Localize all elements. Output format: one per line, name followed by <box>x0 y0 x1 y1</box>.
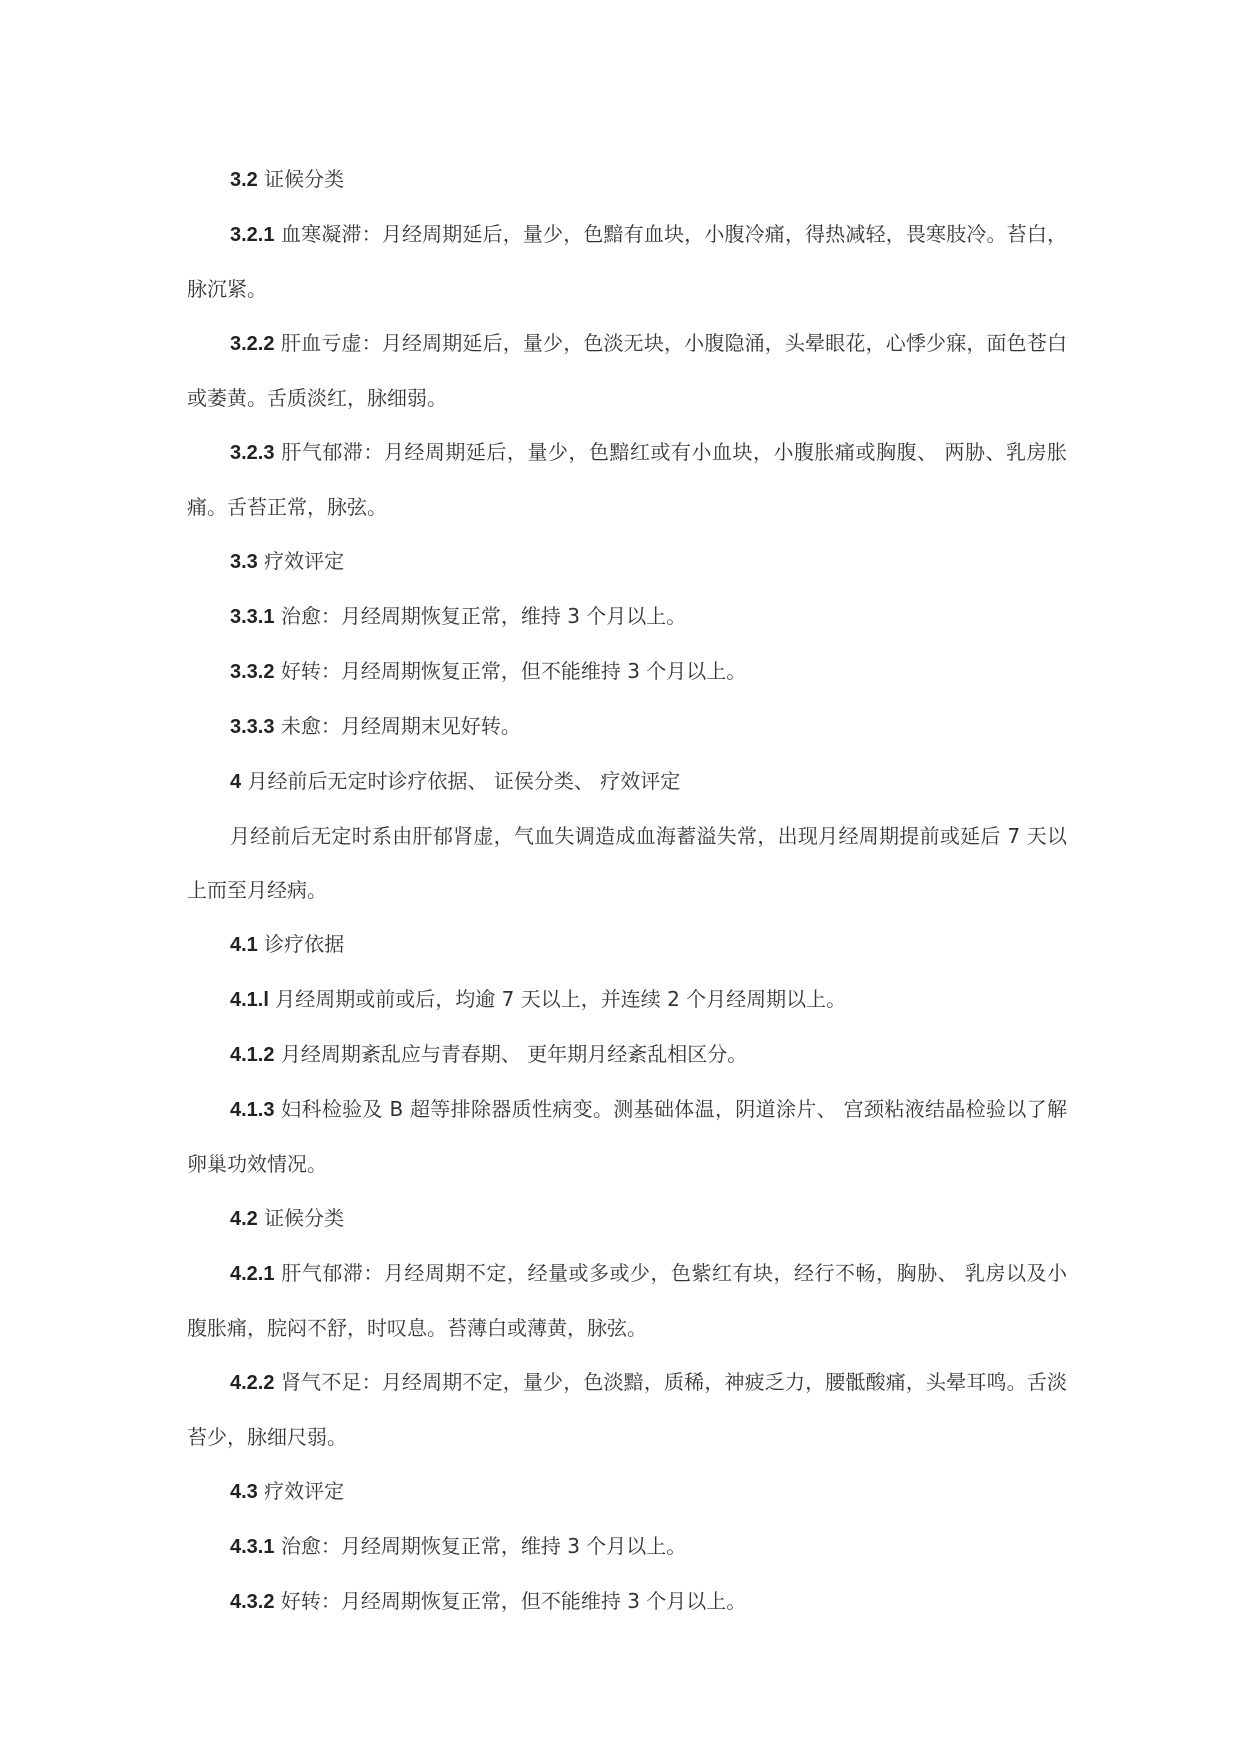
document-body <box>187 152 1067 1629</box>
paragraph-3-2-3: 3.2.3 肝气郁滞：月经周期延后，量少，色黯红或有小血块，小腹胀痛或胸腹、 两胁、乳房胀痛。舌苔正常，脉弦。 <box>187 440 1067 519</box>
section-heading-4-3: 4.3 疗效评定 <box>230 1479 345 1503</box>
paragraph-4-intro: 月经前后无定时系由肝郁肾虚，气血失调造成血海蓄溢失常，出现月经周期提前或延后 7 天以上而至月经病。 <box>187 824 1067 902</box>
paragraph-4-2-1: 4.2.1 肝气郁滞：月经周期不定，经量或多或少，色紫红有块，经行不畅，胸胁、 乳房以及小腹胀痛，脘闷不舒，时叹息。苔薄白或薄黄，脉弦。 <box>187 1261 1067 1340</box>
paragraph-3-2-1: 3.2.1 血寒凝滞：月经周期延后，量少，色黯有血块，小腹冷痛，得热减轻，畏寒肢冷。苔白，脉沉紧。 <box>187 222 1067 301</box>
paragraph-4-1-3: 4.1.3 妇科检验及 B 超等排除器质性病变。测基础体温，阴道涂片、 宫颈粘液结晶检验以了解卵巢功效情况。 <box>187 1097 1067 1176</box>
paragraph-3-2-2: 3.2.2 肝血亏虚：月经周期延后，量少，色淡无块，小腹隐涌，头晕眼花，心悸少寐，面色苍白或萎黄。舌质淡红，脉细弱。 <box>187 331 1067 410</box>
section-heading-4-1: 4.1 诊疗依据 <box>230 932 345 956</box>
section-heading-3-2: 3.2 证候分类 <box>230 167 345 191</box>
paragraph-4-1-2: 4.1.2 月经周期紊乱应与青春期、 更年期月经紊乱相区分。 <box>230 1042 748 1066</box>
paragraph-3-3-3: 3.3.3 未愈：月经周期末见好转。 <box>230 714 521 738</box>
paragraph-4-3-2: 4.3.2 好转：月经周期恢复正常，但不能维持 3 个月以上。 <box>230 1589 747 1613</box>
paragraph-4-1-1: 4.1.l 月经周期或前或后，均逾 7 天以上，并连续 2 个月经周期以上。 <box>230 987 847 1011</box>
paragraph-4-2-2: 4.2.2 肾气不足：月经周期不定，量少，色淡黯，质稀，神疲乏力，腰骶酸痛，头晕耳鸣。舌淡苔少，脉细尺弱。 <box>187 1370 1067 1449</box>
paragraph-3-3-1: 3.3.1 治愈：月经周期恢复正常，维持 3 个月以上。 <box>230 604 687 628</box>
paragraph-3-3-2: 3.3.2 好转：月经周期恢复正常，但不能维持 3 个月以上。 <box>230 659 747 683</box>
paragraph-4-3-1: 4.3.1 治愈：月经周期恢复正常，维持 3 个月以上。 <box>230 1534 687 1558</box>
section-heading-3-3: 3.3 疗效评定 <box>230 549 345 573</box>
section-heading-4: 4 月经前后无定时诊疗依据、 证侯分类、 疗效评定 <box>230 769 681 793</box>
section-heading-4-2: 4.2 证候分类 <box>230 1206 345 1230</box>
